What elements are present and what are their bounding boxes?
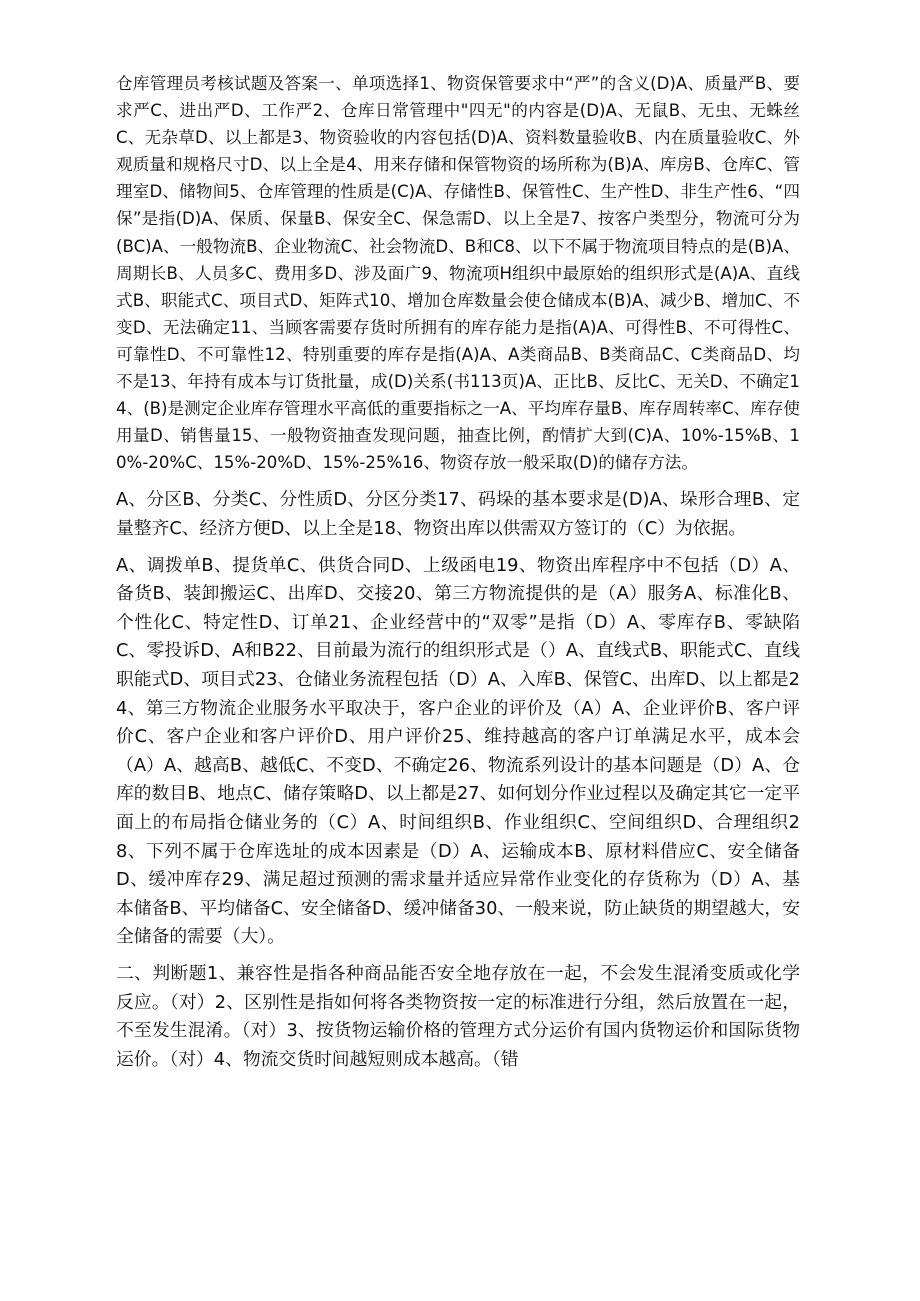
paragraph-true-false: 二、判断题1、兼容性是指各种商品能否安全地存放在一起，不会发生混淆变质或化学反应。（对）2、区别性是指如何将各类物资按一定的标准进行分组，然后放置在一起，不至发生混淆。（对）3、按货物运输价格的管理方式分运价有国内货物运价和国际货物运价。（对）4、物流交货时间越短则成本越高。（错	[116, 962, 800, 1070]
paragraph-single-choice-part2: A、分区B、分类C、分性质D、分区分类17、码垛的基本要求是(D)A、垛形合理B、定量整齐C、经济方便D、以上全是18、物资出库以供需双方签订的（C）为依据。	[116, 489, 800, 539]
document-page	[116, 70, 800, 1082]
paragraph-single-choice-part3: A、调拨单B、提货单C、供货合同D、上级函电19、物资出库程序中不包括（D）A、备货B、装卸搬运C、出库D、交接20、第三方物流提供的是（A）服务A、标准化B、个性化C、特定性D、订单21、企业经营中的“双零”是指（D）A、零库存B、零缺陷C、零投诉D、A和B22、目前最为流行的组织形式是（）A、直线式B、职能式C、直线职能式D、项目式23、仓储业务流程包括（D）A、入库B、保管C、出库D、以上都是24、第三方物流企业服务水平取决于，客户企业的评价及（A）A、企业评价B、客户评价C、客户企业和客户评价D、用户评价25、维持越高的客户订单满足水平，成本会（A）A、越高B、越低C、不变D、不确定26、物流系列设计的基本问题是（D）A、仓库的数目B、地点C、储存策略D、以上都是27、如何划分作业过程以及确定其它一定平面上的布局指仓储业务的（C）A、时间组织B、作业组织C、空间组织D、合理组织28、下列不属于仓库选址的成本因素是（D）A、运输成本B、原材料借应C、安全储备D、缓冲库存29、满足超过预测的需求量并适应异常作业变化的存货称为（D）A、基本储备B、平均储备C、安全储备D、缓冲储备30、一般来说，防止缺货的期望越大，安全储备的需要（大）。	[116, 554, 800, 948]
paragraph-single-choice-part1: 仓库管理员考核试题及答案一、单项选择1、物资保管要求中“严”的含义(D)A、质量严B、要求严C、进出严D、工作严2、仓库日常管理中"四无"的内容是(D)A、无鼠B、无虫、无蛛丝C、无杂草D、以上都是3、物资验收的内容包括(D)A、资料数量验收B、内在质量验收C、外观质量和规格尺寸D、以上全是4、用来存储和保管物资的场所称为(B)A、库房B、仓库C、管理室D、储物间5、仓库管理的性质是(C)A、存储性B、保管性C、生产性D、非生产性6、“四保”是指(D)A、保质、保量B、保安全C、保急需D、以上全是7、按客户类型分，物流可分为(BC)A、一般物流B、企业物流C、社会物流D、B和C8、以下不属于物流项目特点的是(B)A、周期长B、人员多C、费用多D、涉及面广9、物流项H组织中最原始的组织形式是(A)A、直线式B、职能式C、项目式D、矩阵式10、增加仓库数量会使仓储成本(B)A、减少B、增加C、不变D、无法确定11、当顾客需要存货时所拥有的库存能力是指(A)A、可得性B、不可得性C、可靠性D、不可靠性12、特别重要的库存是指(A)A、A类商品B、B类商品C、C类商品D、均不是13、年持有成本与订货批量，成(D)关系(书113页)A、正比B、反比C、无关D、不确定14、(B)是测定企业库存管理水平高低的重要指标之一A、平均库存量B、库存周转率C、库存使用量D、销售量15、一般物资抽查发现问题，抽查比例，酌情扩大到(C)A、10%-15%B、10%-20%C、15%-20%D、15%-25%16、物资存放一般采取(D)的储存方法。	[116, 74, 800, 473]
